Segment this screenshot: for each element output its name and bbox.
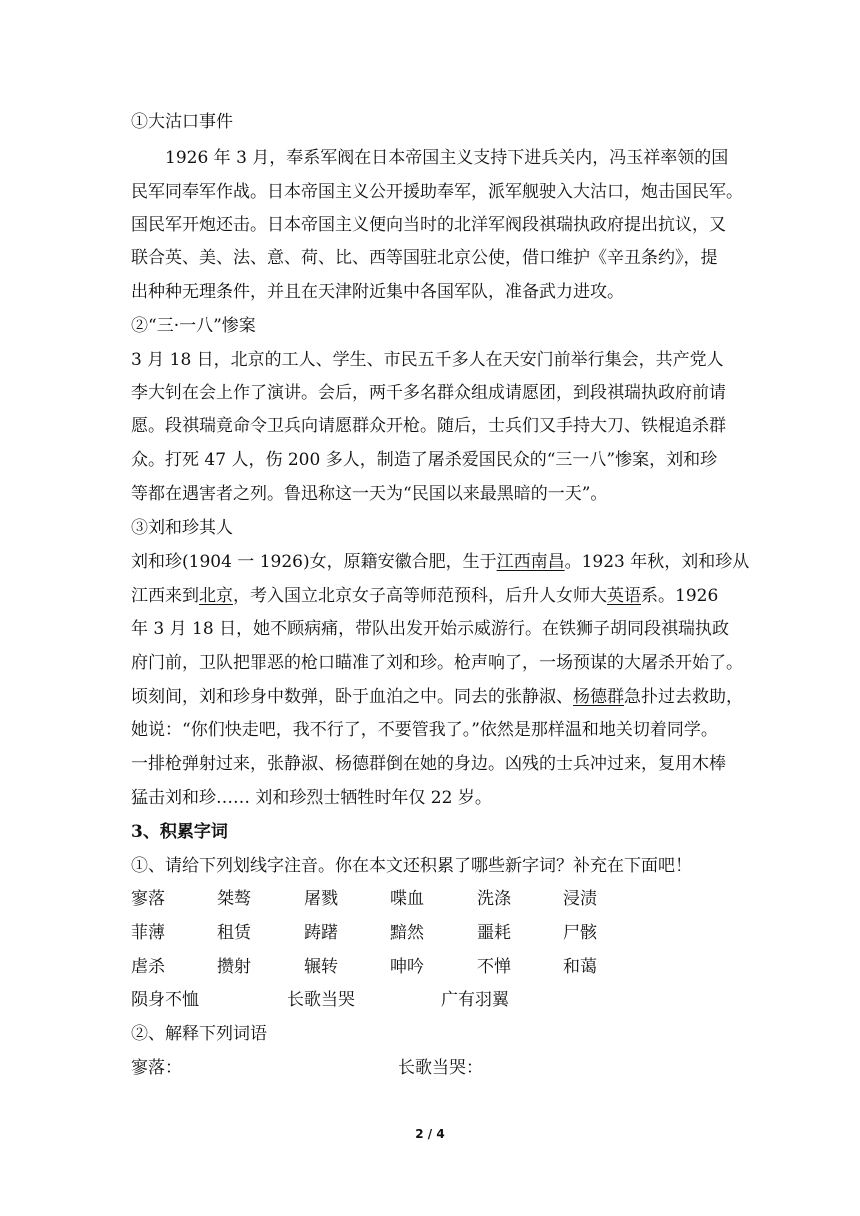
vocab-idiom: 陨身不恤 (131, 990, 199, 1010)
vocab-word: 尸骸 (563, 923, 597, 943)
vocab-word: 和蔼 (563, 957, 597, 977)
vocab-word: 租赁 (217, 923, 251, 943)
paragraph-line: 国民军开炮还击。日本帝国主义便向当时的北洋军阀段祺瑞执政府提出抗议，又 (131, 215, 726, 235)
vocab-word: 虐杀 (131, 957, 165, 977)
text-run: 刘和珍(1904 一 1926)女，原籍安徽合肥，生于 (131, 552, 497, 572)
vocab-word: 辗转 (304, 957, 338, 977)
text-run: 系。1926 (641, 586, 719, 606)
paragraph-line: 等都在遇害者之列。鲁迅称这一天为“民国以来最黑暗的一天”。 (131, 484, 608, 504)
paragraph-line: 李大钊在会上作了演讲。会后，两千多名群众组成请愿团，到段祺瑞执政府前请 (131, 383, 726, 403)
underlined-term: 英语 (607, 586, 641, 606)
vocab-word: 喋血 (390, 889, 424, 909)
paragraph-line: 出种种无理条件，并且在天津附近集中各国军队，准备武力进攻。 (131, 282, 624, 302)
vocab-word: 桀骜 (217, 889, 251, 909)
paragraph-line: 众。打死 47 人，伤 200 多人，制造了屠杀爱国民众的“三一八”惨案，刘和珍 (131, 450, 718, 470)
paragraph-line: 1926 年 3 月，奉系军阀在日本帝国主义支持下进兵关内，冯玉祥率领的国 (165, 148, 729, 168)
paragraph-line (131, 584, 718, 608)
vocab-word: 呻吟 (390, 957, 424, 977)
text-run: 急扑过去救助， (624, 687, 743, 707)
text-run: 顷刻间，刘和珍身中数弹，卧于血泊之中。同去的张静淑、 (131, 687, 573, 707)
vocab-word: 踌躇 (304, 923, 338, 943)
vocab-word: 菲薄 (131, 923, 165, 943)
paragraph-line: 联合英、美、法、意、荷、比、西等国驻北京公使，借口维护《辛丑条约》，提 (131, 248, 718, 268)
paragraph-line (131, 550, 749, 574)
vocab-word: 屠戮 (304, 889, 338, 909)
page-number: 2 / 4 (415, 1127, 445, 1141)
vocab-word: 洗涤 (477, 889, 511, 909)
underlined-term: 江西南昌 (496, 552, 565, 572)
paragraph-line: 她说：“你们快走吧，我不行了，不要管我了。”依然是那样温和地关切着同学。 (131, 720, 718, 740)
paragraph-line: 猛击刘和珍…… 刘和珍烈士牺牲时年仅 22 岁。 (131, 788, 492, 808)
paragraph-line: 一排枪弹射过来，张静淑、杨德群倒在她的身边。凶残的士兵冲过来，复用木棒 (131, 754, 726, 774)
section-title-dagukou: ①大沽口事件 (131, 112, 233, 132)
vocab-word: 浸渍 (563, 889, 597, 909)
paragraph-line: 愿。段祺瑞竟命令卫兵向请愿群众开枪。随后，士兵们又手持大刀、铁棍追杀群 (131, 416, 726, 436)
section-title-318-massacre: ②“三·一八”惨案 (131, 316, 256, 336)
vocab-word: 黯然 (390, 923, 424, 943)
text-run: 江西来到 (131, 586, 199, 606)
exercise-subtitle: ②、解释下列词语 (131, 1024, 267, 1044)
paragraph-line: 年 3 月 18 日，她不顾病痛，带队出发开始示威游行。在铁狮子胡同段祺瑞执政 (131, 619, 730, 639)
paragraph-line (131, 685, 743, 709)
section-heading-vocabulary: 3、积累字词 (131, 822, 228, 842)
vocab-word: 不惮 (477, 957, 511, 977)
exercise-instruction: ①、请给下列划线字注音。你在本文还积累了哪些新字词？补充在下面吧！ (131, 856, 692, 876)
definition-label-changgedangku: 长歌当哭： (398, 1058, 483, 1078)
vocab-word: 寥落 (131, 889, 165, 909)
section-title-liuhezhen: ③刘和珍其人 (131, 518, 233, 538)
text-run: 。1923 年秋，刘和珍从 (564, 552, 750, 572)
vocab-word: 攒射 (217, 957, 251, 977)
paragraph-line: 民军同奉军作战。日本帝国主义公开援助奉军，派军舰驶入大沽口，炮击国民军。 (131, 182, 743, 202)
underlined-term: 杨德群 (573, 687, 624, 707)
vocab-word: 噩耗 (477, 923, 511, 943)
paragraph-line: 府门前，卫队把罪恶的枪口瞄准了刘和珍。枪声响了，一场预谋的大屠杀开始了。 (131, 653, 743, 673)
paragraph-line: 3 月 18 日，北京的工人、学生、市民五千多人在天安门前举行集会，共产党人 (131, 350, 724, 370)
text-run: ，考入国立北京女子高等师范预科，后升人女师大 (233, 586, 607, 606)
vocab-idiom: 长歌当哭 (287, 990, 355, 1010)
definition-label-liaoluo: 寥落： (131, 1058, 182, 1078)
underlined-term: 北京 (199, 586, 233, 606)
vocab-idiom: 广有羽翼 (441, 990, 509, 1010)
